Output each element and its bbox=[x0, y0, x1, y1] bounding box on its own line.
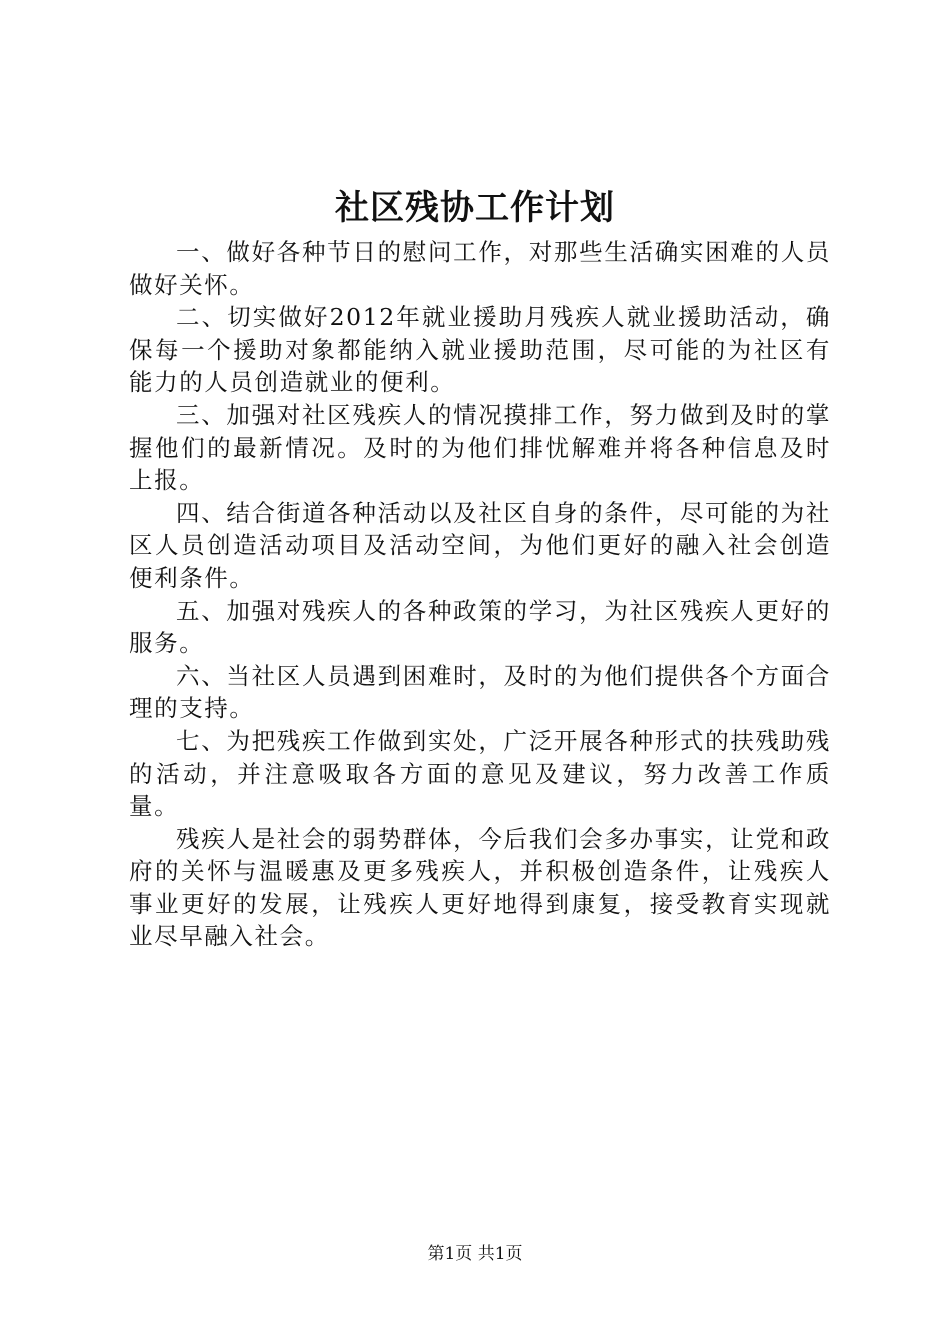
paragraph-8: 残疾人是社会的弱势群体，今后我们会多办事实，让党和政府的关怀与温暖惠及更多残疾人，并积极创造条件，让残疾人事业更好的发展，让残疾人更好地得到康复，接受教育实现就业尽早融入社会。 bbox=[129, 824, 831, 951]
page-number-footer: 第1页 共1页 bbox=[427, 1244, 523, 1264]
paragraph-4: 四、结合街道各种活动以及社区自身的条件，尽可能的为社区人员创造活动项目及活动空间，为他们更好的融入社会创造便利条件。 bbox=[129, 498, 831, 592]
document-title: 社区残协工作计划 bbox=[335, 188, 615, 228]
paragraph-3: 三、加强对社区残疾人的情况摸排工作，努力做到及时的掌握他们的最新情况。及时的为他们排忧解难并将各种信息及时上报。 bbox=[129, 400, 831, 495]
paragraph-7: 七、为把残疾工作做到实处，广泛开展各种形式的扶残助残的活动，并注意吸取各方面的意见及建议，努力改善工作质量。 bbox=[129, 726, 831, 821]
paragraph-6: 六、当社区人员遇到困难时，及时的为他们提供各个方面合理的支持。 bbox=[129, 661, 831, 723]
paragraph-2: 二、切实做好2012年就业援助月残疾人就业援助活动，确保每一个援助对象都能纳入就业援助范围，尽可能的为社区有能力的人员创造就业的便利。 bbox=[129, 303, 831, 397]
paragraph-5: 五、加强对残疾人的各种政策的学习，为社区残疾人更好的服务。 bbox=[129, 596, 831, 658]
paragraph-1: 一、做好各种节日的慰问工作，对那些生活确实困难的人员做好关怀。 bbox=[129, 238, 831, 299]
document-body bbox=[129, 236, 831, 953]
